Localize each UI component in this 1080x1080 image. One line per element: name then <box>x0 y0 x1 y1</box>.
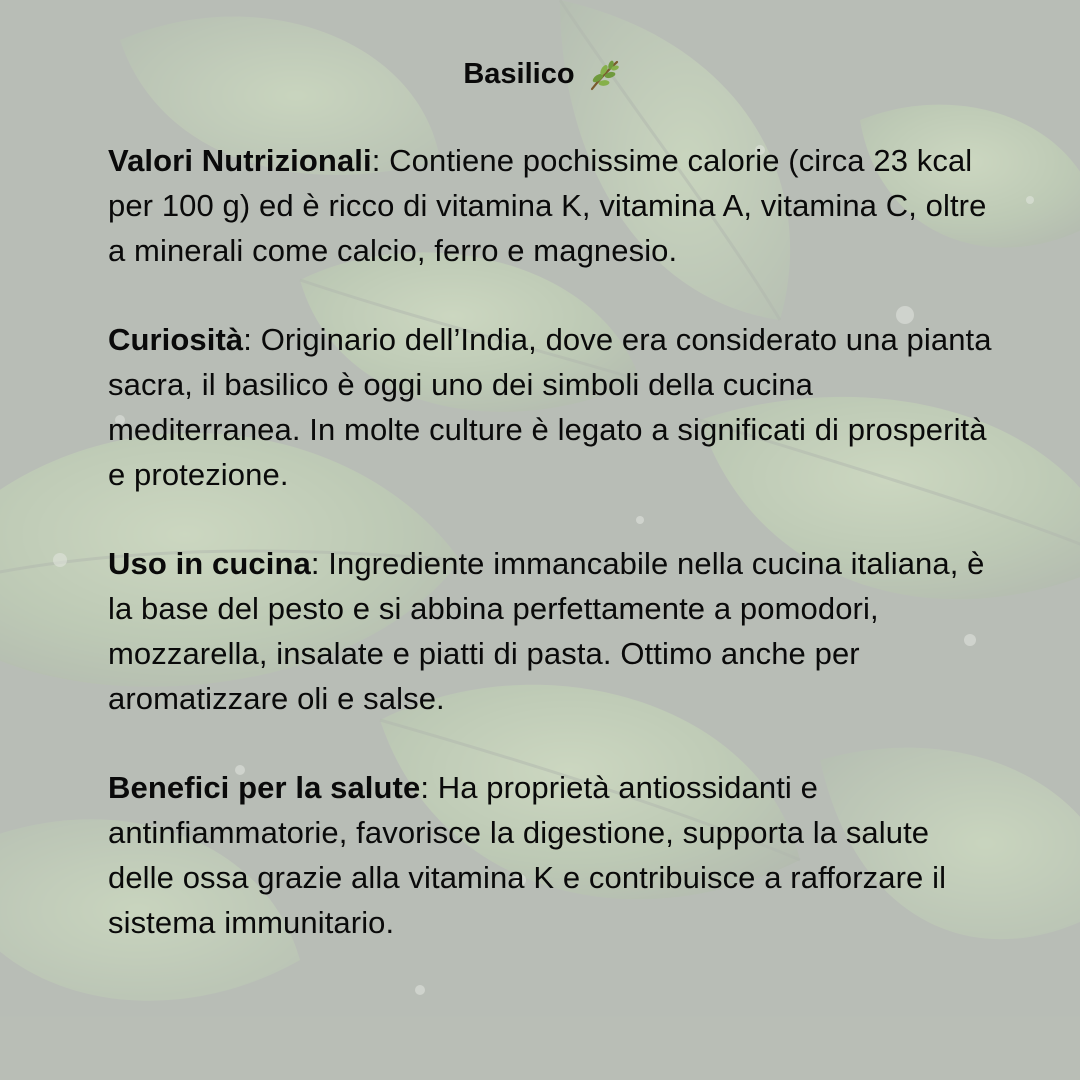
section-cooking-use <box>108 541 998 721</box>
section-text: : Ha proprietà antiossidanti e antinfiammatorie, favorisce la digestione, supporta la salute delle ossa grazie alla vitamina K e contribuisce a rafforzare il sistema immunitario. <box>108 770 947 940</box>
section-text: : Contiene pochissime calorie (circa 23 kcal per 100 g) ed è ricco di vitamina K, vitamina A, vitamina C, oltre a minerali come calcio, ferro e magnesio. <box>108 143 987 268</box>
section-nutritional-values <box>108 138 998 273</box>
section-health-benefits <box>108 765 998 945</box>
section-label: Uso in cucina <box>108 546 311 581</box>
herb-sprig-icon <box>587 58 621 92</box>
info-card <box>108 50 998 989</box>
title-text: Basilico <box>463 58 575 90</box>
section-label: Curiosità <box>108 322 244 357</box>
page-title <box>108 50 976 98</box>
section-curiosity <box>108 317 998 497</box>
section-label: Benefici per la salute <box>108 770 421 805</box>
section-label: Valori Nutrizionali <box>108 143 372 178</box>
section-text: : Ingrediente immancabile nella cucina italiana, è la base del pesto e si abbina perfettamente a pomodori, mozzarella, insalate e piatti di pasta. Ottimo anche per aromatizzare oli e salse. <box>108 546 985 716</box>
section-text: : Originario dell’India, dove era considerato una pianta sacra, il basilico è oggi uno dei simboli della cucina mediterranea. In molte culture è legato a significati di prosperità e protezione. <box>108 322 992 492</box>
